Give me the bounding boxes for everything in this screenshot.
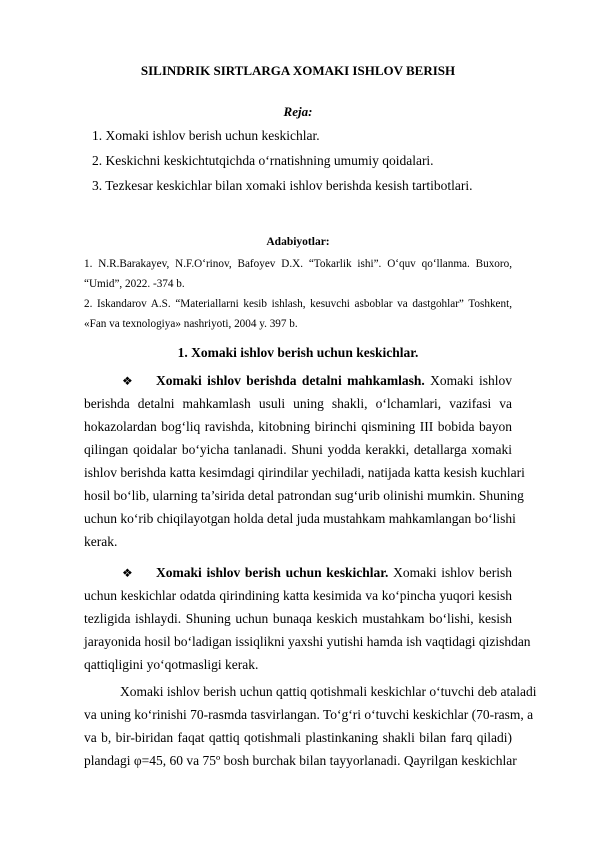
paragraph-line: uchun ko‘rib chiqilayotgan holda detal juda mustahkam mahkamlangan bo‘lishi [84, 511, 516, 526]
paragraph-line: va b, bir-biridan faqat qattiq qotishmali plastinkaning shakli bilan farq qiladi) [84, 730, 512, 745]
bullet-lead [156, 562, 512, 584]
bullet-rest-text: Xomaki ishlov [424, 373, 513, 388]
paragraph-line: hokazolardan bog‘liq ravishda, kitobning birinchi qismining III bobida bayon [84, 419, 512, 434]
bullet-bold-text: Xomaki ishlov berish uchun keskichlar. [156, 565, 389, 580]
paragraph-line: hosil bo‘lib, ularning ta’sirida detal patrondan sug‘urib olinishi mumkin. Shuning [84, 488, 524, 503]
section-heading: 1. Xomaki ishlov berish uchun keskichlar. [177, 345, 419, 360]
plan-item: 2. Keskichni keskichtutqichda o‘rnatishning umumiy qoidalari. [92, 153, 434, 168]
document-title: SILINDRIK SIRTLARGA XOMAKI ISHLOV BERISH [140, 63, 456, 78]
paragraph-line: jarayonida hosil bo‘ladigan issiqlikni yaxshi yutishi hamda ish vaqtidagi qizishdan [84, 634, 531, 649]
plan-item: 3. Tezkesar keskichlar bilan xomaki ishlov berishda kesish tartibotlari. [92, 178, 473, 193]
references-heading: Adabiyotlar: [266, 236, 330, 248]
diamond-bullet-icon: ❖ [122, 566, 133, 580]
plan-item: 1. Xomaki ishlov berish uchun keskichlar. [92, 128, 320, 143]
paragraph-line: tezligida ishlaydi. Shuning uchun bunaqa keskich mustahkam bo‘lishi, kesish [84, 611, 512, 626]
plan-heading: Reja: [283, 104, 313, 119]
paragraph-line: ishlov berishda katta kesimdagi qirindilar yechiladi, natijada katta kesish kuchlari [84, 465, 525, 480]
paragraph-line: berishda detalni mahkamlash usuli uning shakli, o‘lchamlari, vazifasi va [84, 396, 512, 411]
paragraph-line: plandagi φ=45, 60 va 75º bosh burchak bilan tayyorlanadi. Qayrilgan keskichlar [84, 753, 517, 768]
bullet-item [84, 370, 512, 392]
reference-line: “Umid”, 2022. -374 b. [84, 278, 185, 290]
reference-line: 1. N.R.Barakayev, N.F.O‘rinov, Bafoyev D.X. “Tokarlik ishi”. O‘quv qo‘llanma. Buxoro, [84, 258, 512, 270]
bullet-item [84, 562, 512, 584]
reference-line: 2. Iskandarov A.S. “Materiallarni kesib ishlash, kesuvchi asboblar va dastgohlar” Toshkent, [84, 298, 512, 310]
paragraph-line: qattiqligini yo‘qotmasligi kerak. [84, 657, 259, 672]
bullet-rest-text: Xomaki ishlov berish [388, 565, 512, 580]
paragraph-line: kerak. [84, 534, 118, 549]
paragraph-line: qilingan qoidalar bo‘yicha tanlanadi. Shuni yodda kerakki, detallarga xomaki [84, 442, 512, 457]
bullet-lead [156, 370, 512, 392]
diamond-bullet-icon: ❖ [122, 374, 133, 388]
paragraph-line: uchun keskichlar odatda qirindining katta kesimida va ko‘pincha yuqori kesish [84, 588, 512, 603]
bullet-bold-text: Xomaki ishlov berishda detalni mahkamlash. [156, 373, 425, 388]
paragraph-line: va uning ko‘rinishi 70-rasmda tasvirlangan. To‘g‘ri o‘tuvchi keskichlar (70-rasm, a [84, 707, 534, 722]
paragraph-line: Xomaki ishlov berish uchun qattiq qotishmali keskichlar o‘tuvchi deb ataladi [120, 684, 537, 699]
reference-line: «Fan va texnologiya» nashriyoti, 2004 y. 397 b. [84, 318, 298, 330]
